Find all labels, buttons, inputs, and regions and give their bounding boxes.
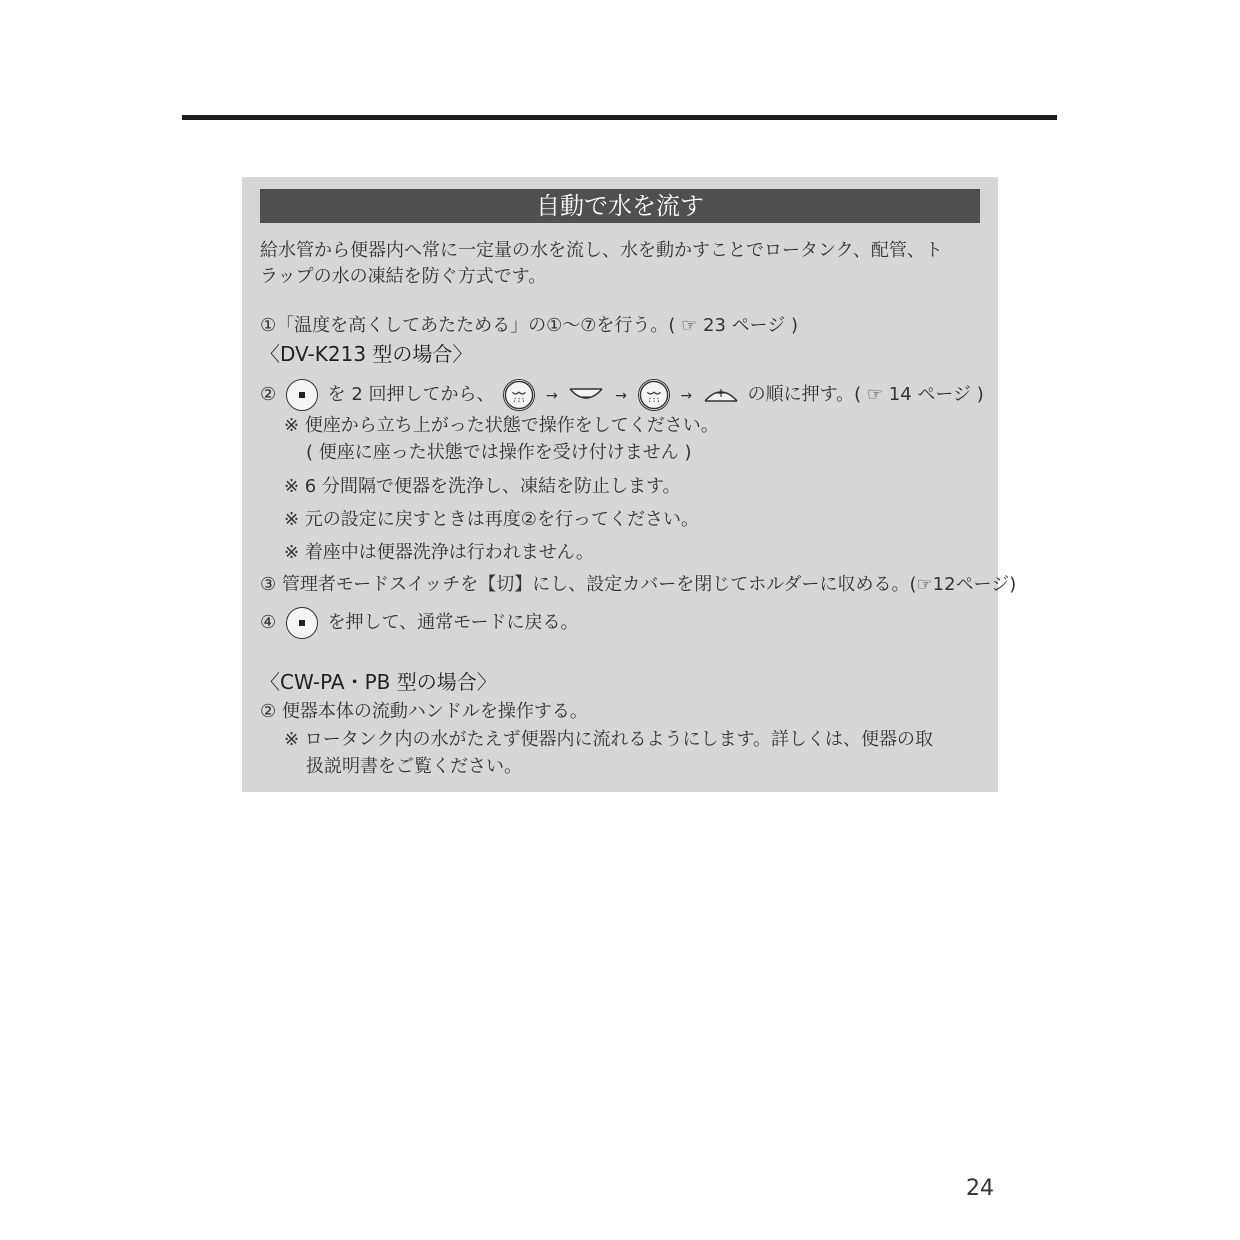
- dv-step-3: ③ 管理者モードスイッチを【切】にし、設定カバーを閉じてホルダーに収める。(☞12ページ): [260, 574, 1017, 595]
- cw-note-line-2: 扱説明書をご覧ください。: [306, 756, 522, 777]
- step-2-text-a: を 2 回押してから、: [327, 384, 495, 405]
- page-number: 24: [966, 1176, 994, 1201]
- note-restore: ※ 元の設定に戻すときは再度②を行ってください。: [284, 509, 699, 530]
- step-4-text: を押して、通常モードに戻る。: [327, 612, 579, 633]
- intro-line-2: ラップの水の凍結を防ぐ方式です。: [260, 266, 547, 287]
- note-seated: ( 便座に座った状態では操作を受け付けません ): [306, 442, 692, 463]
- note-standing: ※ 便座から立ち上がった状態で操作をしてください。: [284, 415, 719, 436]
- cw-note-line-1: ※ ロータンク内の水がたえず便器内に流れるようにします。詳しくは、便器の取: [284, 729, 933, 750]
- arrow-2: →: [615, 388, 627, 404]
- stop-button-icon: [286, 379, 318, 411]
- step-2-number: ②: [260, 384, 277, 405]
- note-seated-flush: ※ 着座中は便器洗浄は行われません。: [284, 542, 594, 563]
- dv-step-2: [260, 377, 984, 414]
- bidet-wash-button-icon-2: [638, 379, 670, 411]
- top-rule: [182, 115, 1057, 120]
- dv-step-4: [260, 605, 579, 641]
- minus-button-icon: [568, 383, 604, 407]
- section-title: 自動で水を流す: [260, 189, 980, 223]
- arrow-3: →: [680, 388, 693, 404]
- step-1: ①「温度を高くしてあたためる」の①〜⑦を行う。( ☞ 23 ページ ): [260, 315, 799, 336]
- bidet-wash-button-icon: [503, 379, 535, 411]
- dv-k213-heading: 〈DV-K213 型の場合〉: [260, 342, 473, 366]
- stop-button-icon-2: [286, 607, 318, 639]
- note-interval: ※ 6 分間隔で便器を洗浄し、凍結を防止します。: [284, 476, 681, 497]
- arrow-1: →: [545, 388, 558, 404]
- content-panel: [242, 177, 1017, 792]
- cw-step-2: ② 便器本体の流動ハンドルを操作する。: [260, 701, 588, 722]
- plus-button-icon: [703, 383, 739, 407]
- step-4-number: ④: [260, 612, 277, 633]
- intro-line-1: 給水管から便器内へ常に一定量の水を流し、水を動かすことでロータンク、配管、ト: [260, 240, 943, 261]
- step-2-text-b: の順に押す。( ☞ 14 ページ ): [747, 384, 984, 405]
- cw-pa-pb-heading: 〈CW-PA・PB 型の場合〉: [260, 670, 497, 694]
